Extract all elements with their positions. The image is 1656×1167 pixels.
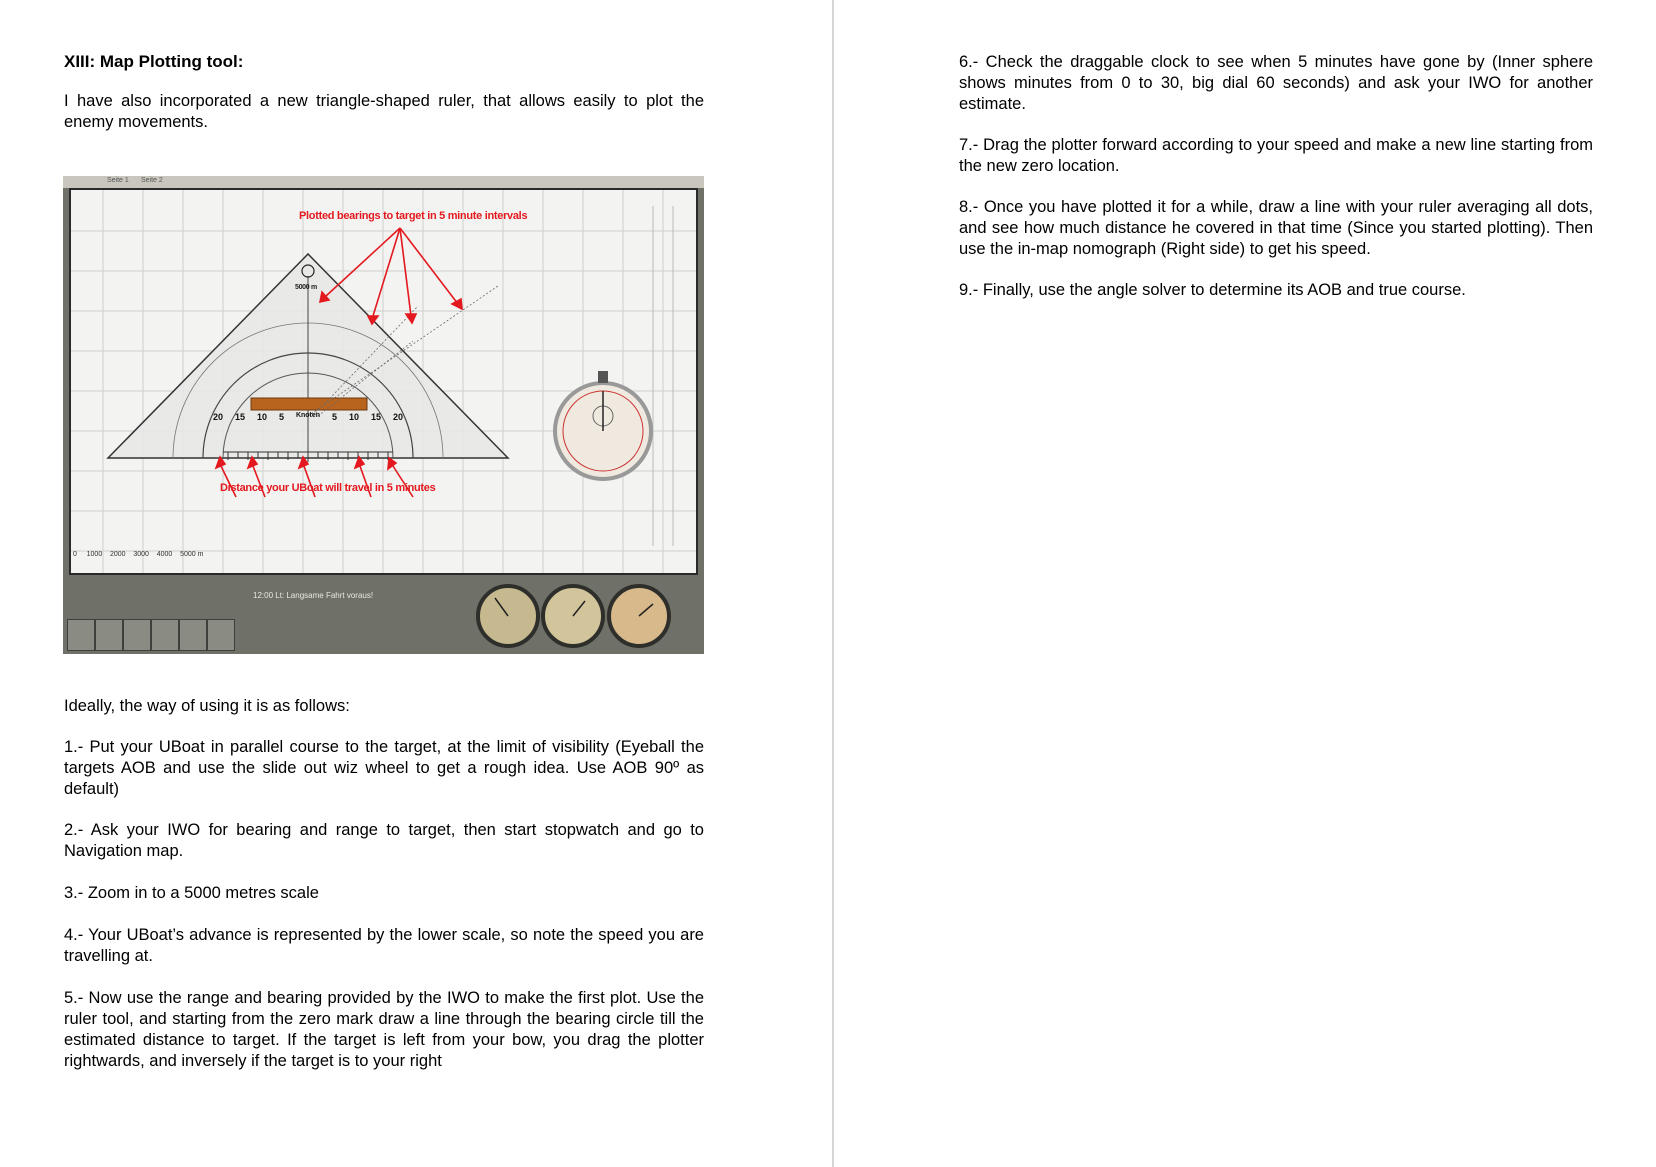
station-button [151, 619, 179, 651]
section-heading: XIII: Map Plotting tool: [64, 52, 244, 71]
speed-tick: 10 [349, 412, 360, 422]
annotation-bearings: Plotted bearings to target in 5 minute intervals [299, 210, 528, 222]
speed-scale [223, 452, 393, 462]
speed-tick: 10 [256, 412, 267, 422]
speed-tick: 20 [213, 412, 224, 422]
step-5: 5.- Now use the range and bearing provided by the IWO to make the first plot. Use the ruler tool, and starting from the zero mark draw a line through the bearing circle till the estimated distance to target. If the target is left from your bow, you drag the plotter rightwards, and inversely if the target is to your right [64, 989, 704, 1070]
speed-tick-labels [213, 412, 403, 422]
gauge-cluster [478, 586, 669, 646]
usage-intro: Ideally, the way of using it is as follows: [64, 697, 350, 715]
status-message: 12:00 Lt: Langsame Fahrt voraus! [253, 591, 374, 600]
annotation-distance: Distance your UBoat will travel in 5 minutes [220, 482, 436, 494]
speed-tick: 5 [278, 412, 284, 422]
station-button [207, 619, 235, 651]
scale-label: 2000 [110, 551, 126, 558]
step-6: 6.- Check the draggable clock to see when 5 minutes have gone by (Inner sphere shows minutes from 0 to 30, big dial 60 seconds) and ask your IWO for another estimate. [959, 53, 1593, 113]
station-button [123, 619, 151, 651]
speed-tick: 15 [370, 412, 381, 422]
station-button [95, 619, 123, 651]
figure-tab-2: Seite 2 [141, 177, 163, 184]
step-7: 7.- Drag the plotter forward according to your speed and make a new line starting from the new zero location. [959, 136, 1593, 175]
step-8: 8.- Once you have plotted it for a while, draw a line with your ruler averaging all dots, and see how much distance he covered in that time (Since you started plotting). Then use the in-map nomograph (Right side) to get his speed. [959, 198, 1593, 258]
speed-tick: 20 [392, 412, 403, 422]
step-3: 3.- Zoom in to a 5000 metres scale [64, 884, 319, 902]
figure-tab-1: Seite 1 [107, 177, 129, 184]
scale-label: 3000 [133, 551, 149, 558]
scale-label: 0 [73, 551, 77, 558]
scale-label: 4000 [156, 551, 173, 558]
right-page [834, 0, 1656, 1167]
scale-label: 1000 [86, 551, 103, 558]
ruler-speed-label: Knoten [295, 412, 321, 419]
step-4: 4.- Your UBoat’s advance is represented by the lower scale, so note the speed you are travelling at. [64, 926, 704, 965]
map-scale-bar [73, 551, 203, 558]
intro-paragraph: I have also incorporated a new triangle-shaped ruler, that allows easily to plot the enemy movements. [64, 92, 704, 131]
step-2: 2.- Ask your IWO for bearing and range to target, then start stopwatch and go to Navigation map. [64, 821, 704, 860]
plotting-tool-screenshot [63, 176, 704, 654]
speed-tick: 15 [234, 412, 245, 422]
ruler-range-label: 5000 m [295, 284, 317, 291]
step-9: 9.- Finally, use the angle solver to determine its AOB and true course. [959, 281, 1466, 299]
scale-label: 5000 m [180, 551, 204, 558]
station-button [179, 619, 207, 651]
step-1: 1.- Put your UBoat in parallel course to the target, at the limit of visibility (Eyeball the targets AOB and use the slide out wiz wheel to get a rough idea. Use AOB 90º as default) [64, 738, 704, 798]
speed-tick: 5 [332, 412, 338, 422]
station-button [67, 619, 95, 651]
